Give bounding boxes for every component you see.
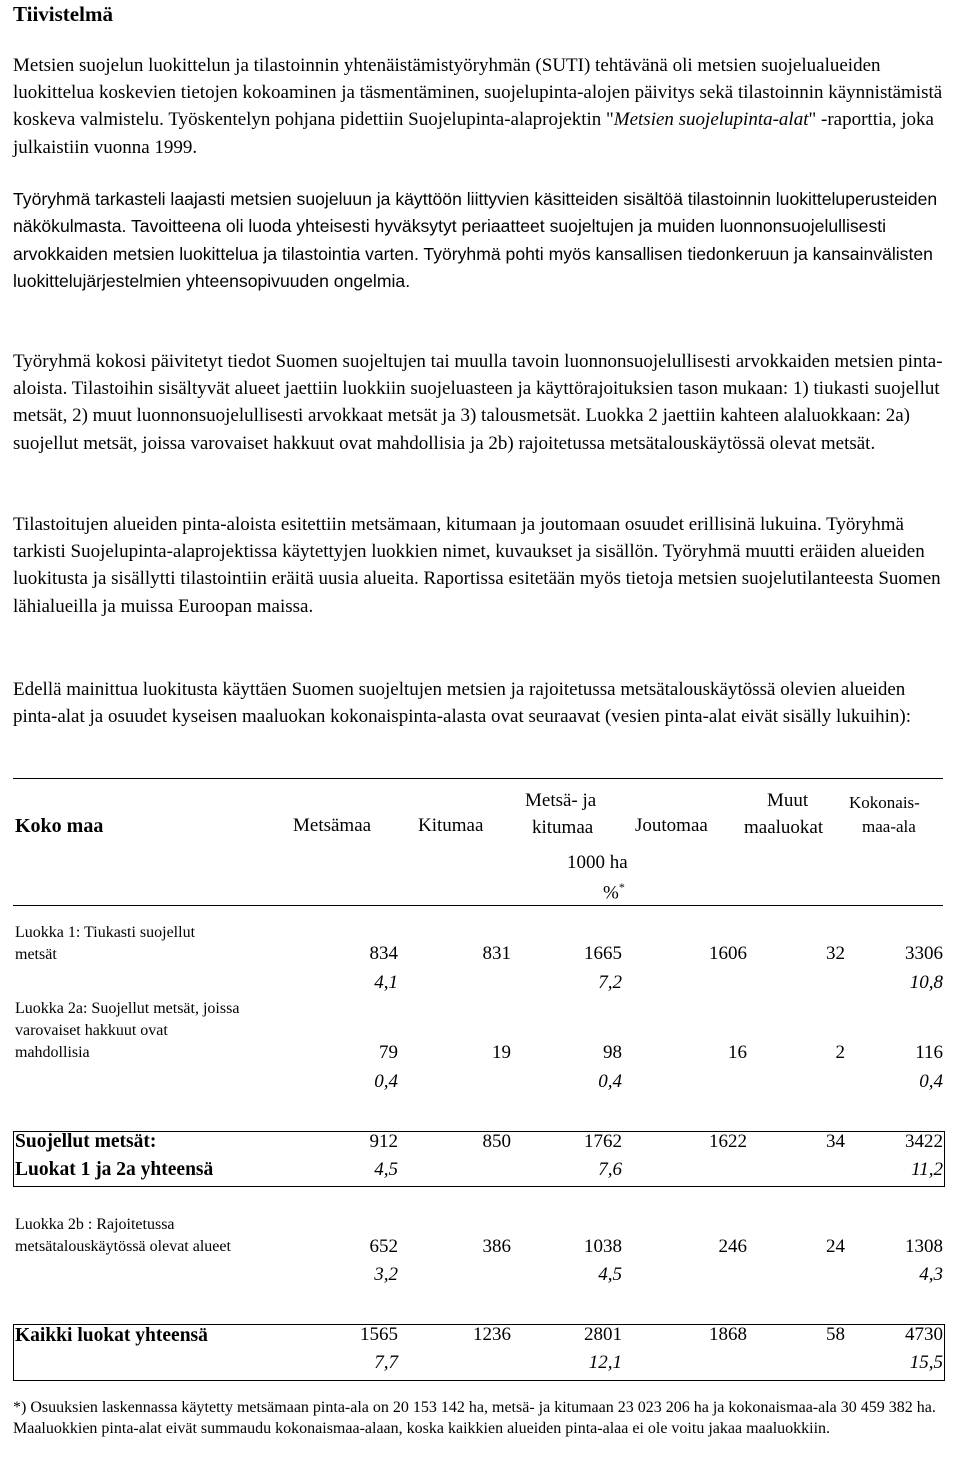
row-label: Luokka 2b : Rajoitetussa bbox=[15, 1216, 175, 1233]
table-cell-percent: 7,6 bbox=[598, 1159, 622, 1180]
units-percent-sign: % bbox=[603, 882, 619, 904]
header-metsamaa: Metsämaa bbox=[293, 815, 372, 836]
header-metsa-kitumaa-line1: Metsä- ja bbox=[525, 790, 597, 811]
row-label: Luokat 1 ja 2a yhteensä bbox=[15, 1159, 214, 1180]
grand-total-box bbox=[13, 1324, 945, 1381]
row-label: Kaikki luokat yhteensä bbox=[15, 1325, 208, 1346]
table-cell-percent: 10,8 bbox=[909, 972, 943, 993]
table-cell-value: 79 bbox=[379, 1042, 398, 1063]
row-label: Suojellut metsät: bbox=[15, 1131, 157, 1152]
table-cell-value: 246 bbox=[718, 1236, 747, 1257]
row-label: metsät bbox=[15, 946, 57, 963]
table-cell-value: 834 bbox=[369, 943, 398, 964]
row-label: mahdollisia bbox=[15, 1044, 90, 1061]
paragraph-intro bbox=[13, 52, 948, 161]
table-cell-percent: 0,4 bbox=[598, 1071, 622, 1092]
header-metsa-kitumaa-line2: kitumaa bbox=[532, 817, 594, 838]
table-top-rule bbox=[13, 778, 943, 779]
units-percent bbox=[603, 880, 625, 904]
table-cell-value: 116 bbox=[915, 1042, 943, 1063]
table-cell-percent: 12,1 bbox=[588, 1352, 622, 1373]
table-cell-percent: 11,2 bbox=[911, 1159, 943, 1180]
table-cell-value: 1565 bbox=[360, 1324, 398, 1345]
table-cell-value: 1236 bbox=[473, 1324, 511, 1345]
table-cell-value: 3422 bbox=[905, 1131, 943, 1152]
table-cell-percent: 7,2 bbox=[598, 972, 622, 993]
paragraph-classes: Työryhmä kokosi päivitetyt tiedot Suomen suojeltujen tai muulla tavoin luonnonsuojelullisesti arvokkaiden metsien pinta-aloista. Tilastoihin sisältyvät alueet jaettiin luokkiin suojeluasteen ja käyttörajoituksien tason mukaan: 1) tiukasti suojellut metsät, 2) muut luonnonsuojelullisesti arvokkaat metsät ja 3) talousmetsät. Luokka 2 jaettiin kahteen alaluokkaan: 2a) suojellut metsät, joissa varovaiset hakkuut ovat mahdollisia ja 2b) rajoitetussa metsätalouskäytössä olevat metsät. bbox=[13, 351, 943, 454]
total-protected-box bbox=[13, 1131, 945, 1187]
table-cell-percent: 4,5 bbox=[374, 1159, 398, 1180]
table-cell-value: 2 bbox=[835, 1042, 845, 1063]
table-cell-percent: 4,5 bbox=[598, 1264, 622, 1285]
table-cell-value: 1622 bbox=[709, 1131, 747, 1152]
paragraph-intro-text: Metsien suojelun luokittelun ja tilastoinnin yhtenäistämistyöryhmän (SUTI) tehtävänä oli metsien suojelualueiden luokittelua koskevien tietojen kokoaminen ja täsmentäminen, suojelupinta-alojen päivitys sekä tilastoinnin käynnistämistä koskeva valmistelu. Työskentelyn pohjana pidettiin Suojelupinta-alaprojektin " bbox=[13, 55, 943, 131]
table-header-rule bbox=[13, 905, 943, 906]
table-cell-percent: 3,2 bbox=[374, 1264, 398, 1285]
table-cell-value: 24 bbox=[826, 1236, 845, 1257]
table-cell-percent: 4,1 bbox=[374, 972, 398, 993]
report-title: Metsien suojelupinta-alat bbox=[613, 109, 809, 131]
table-cell-value: 58 bbox=[826, 1324, 845, 1345]
row-label: Luokka 2a: Suojellut metsät, joissa bbox=[15, 1000, 240, 1017]
paragraph-table-intro: Edellä mainittua luokitusta käyttäen Suomen suojeltujen metsien ja rajoitetussa metsätalouskäytössä olevien alueiden pinta-alat ja osuudet kyseisen maaluokan kokonaispinta-alasta ovat seuraavat (vesien pinta-alat eivät sisälly lukuihin): bbox=[13, 679, 912, 728]
table-cell-value: 3306 bbox=[905, 943, 943, 964]
page-title: Tiivistelmä bbox=[13, 2, 113, 26]
paragraph-intro-end: " -raporttia, joka julkaistiin vuonna 1999. bbox=[13, 109, 934, 158]
table-cell-value: 16 bbox=[728, 1042, 747, 1063]
table-cell-value: 1665 bbox=[584, 943, 622, 964]
table-cell-percent: 0,4 bbox=[374, 1071, 398, 1092]
paragraph-land-types: Tilastoitujen alueiden pinta-aloista esitettiin metsämaan, kitumaan ja joutomaan osuudet erillisinä lukuina. Työryhmä tarkisti Suojelupinta-alaprojektissa käytettyjen luokkien nimet, kuvaukset ja sisällön. Työryhmä muutti eräiden alueiden luokitusta ja sisällytti tilastointiin eräitä uusia alueita. Raportissa esitetään myös tietoja metsien suojelutilanteesta Suomen lähialueilla ja muissa Euroopan maissa. bbox=[13, 514, 941, 617]
footnote: *) Osuuksien laskennassa käytetty metsämaan pinta-ala on 20 153 142 ha, metsä- ja kitumaan 23 023 206 ha ja kokonaismaa-ala 30 459 382 ha. Maaluokkien pinta-alat eivät summaudu kokonaismaa-alaan, koska kaikkien alueiden pinta-alaa ei ole voitu jakaa maaluokkiin. bbox=[13, 1399, 936, 1437]
table-cell-value: 34 bbox=[826, 1131, 845, 1152]
header-muut-line2: maaluokat bbox=[744, 817, 824, 838]
header-muut-line1: Muut bbox=[767, 790, 809, 811]
table-cell-value: 652 bbox=[369, 1236, 398, 1257]
table-cell-value: 2801 bbox=[584, 1324, 622, 1345]
table-cell-percent: 4,3 bbox=[919, 1264, 943, 1285]
table-cell-value: 1308 bbox=[905, 1236, 943, 1257]
paragraph-scope: Työryhmä tarkasteli laajasti metsien suojeluun ja käyttöön liittyvien käsitteiden sisältöä tilastoinnin luokitteluperusteiden näkökulmasta. Tavoitteena oli luoda yhteisesti hyväksytyt periaatteet suojeltujen ja muiden luonnonsuojelullisesti arvokkaiden metsien luokittelua ja tilastointia varten. Työryhmä pohti myös kansallisen tiedonkeruun ja kansainvälisten luokittelujärjestelmien yhteensopivuuden ongelmia. bbox=[13, 189, 938, 291]
header-kitumaa: Kitumaa bbox=[418, 815, 484, 836]
header-joutomaa: Joutomaa bbox=[635, 815, 708, 836]
header-kokonais-line2: maa-ala bbox=[862, 817, 916, 836]
table-cell-percent: 0,4 bbox=[919, 1071, 943, 1092]
table-cell-value: 831 bbox=[482, 943, 511, 964]
table-cell-value: 32 bbox=[826, 943, 845, 964]
table-cell-value: 386 bbox=[482, 1236, 511, 1257]
row-label: varovaiset hakkuut ovat bbox=[15, 1022, 168, 1039]
units-ha: 1000 ha bbox=[567, 852, 628, 873]
table-cell-value: 98 bbox=[603, 1042, 622, 1063]
table-cell-value: 1868 bbox=[709, 1324, 747, 1345]
table-cell-value: 850 bbox=[482, 1131, 511, 1152]
row-label: metsätalouskäytössä olevat alueet bbox=[15, 1238, 231, 1255]
table-cell-percent: 15,5 bbox=[909, 1352, 943, 1373]
table-cell-value: 19 bbox=[492, 1042, 511, 1063]
table-cell-value: 1762 bbox=[584, 1131, 622, 1152]
row-label: Luokka 1: Tiukasti suojellut bbox=[15, 924, 196, 941]
table-cell-value: 4730 bbox=[905, 1324, 943, 1345]
units-footnote-mark: * bbox=[618, 880, 625, 894]
header-kokonais-line1: Kokonais- bbox=[849, 793, 920, 812]
table-cell-value: 1038 bbox=[584, 1236, 622, 1257]
table-cell-value: 1606 bbox=[709, 943, 747, 964]
table-cell-value: 912 bbox=[369, 1131, 398, 1152]
table-cell-percent: 7,7 bbox=[374, 1352, 398, 1373]
region-label: Koko maa bbox=[15, 815, 104, 837]
